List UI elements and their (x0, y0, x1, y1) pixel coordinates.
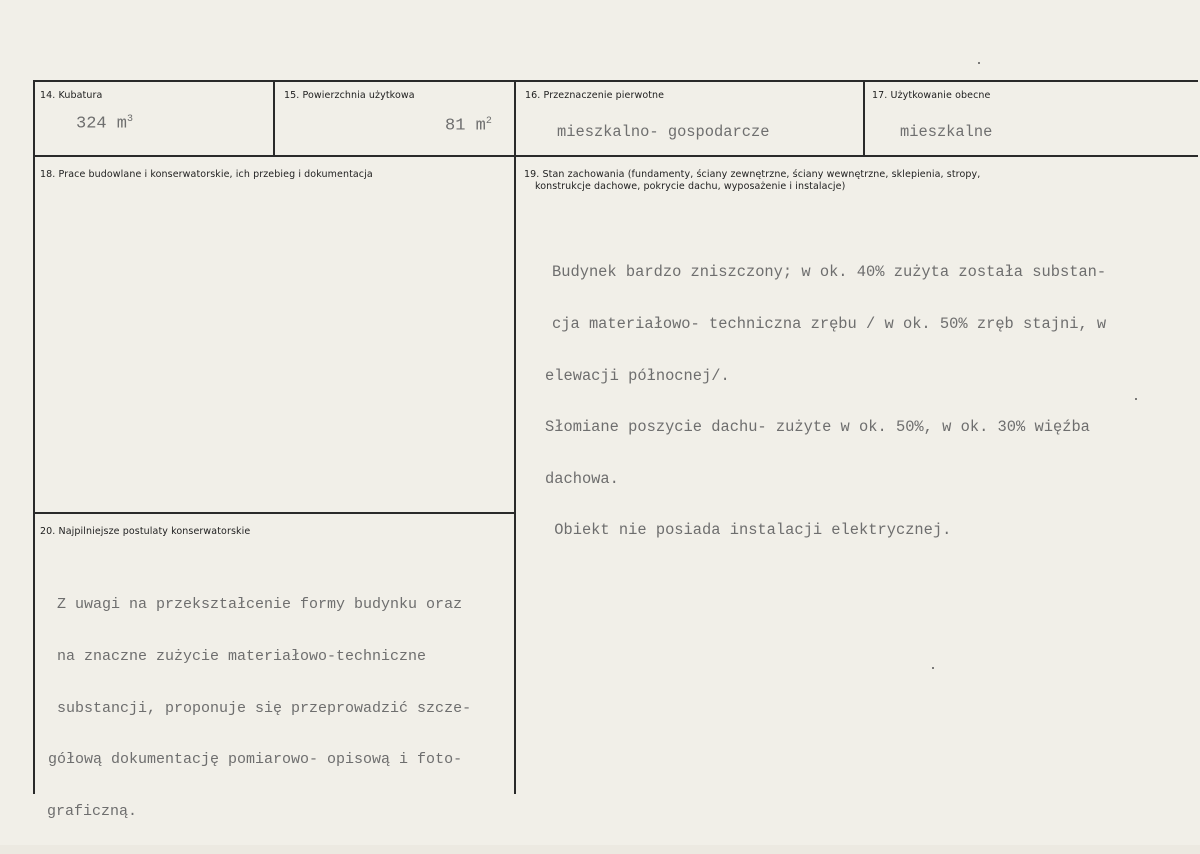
ink-speck (932, 667, 934, 669)
divider-16-17 (863, 80, 865, 157)
field-15-number: 81 m (445, 116, 486, 136)
field-20-line: graficzną. (47, 802, 138, 820)
section20-top-border (33, 512, 516, 514)
divider-14-15 (273, 80, 275, 157)
field-16-value: mieszkalno- gospodarcze (557, 123, 770, 141)
field-14-unit-exponent: 3 (127, 114, 134, 125)
divider-15-16 (514, 80, 516, 157)
field-20-line: Z uwagi na przekształcenie formy budynku oraz (57, 596, 463, 614)
field-20-text (47, 562, 471, 854)
field-18-label: 18. Prace budowlane i konserwatorskie, ich przebieg i dokumentacja (40, 169, 373, 180)
field-19-line: elewacji północnej/. (545, 366, 730, 385)
ink-speck (1135, 398, 1137, 400)
field-19-line: dachowa. (545, 469, 619, 488)
field-20-line: gółową dokumentację pomiarowo- opisową i foto- (48, 751, 463, 769)
field-19-text (545, 230, 1106, 574)
field-20-label: 20. Najpilniejsze postulaty konserwatorskie (40, 526, 251, 537)
field-19-line: Budynek bardzo zniszczony; w ok. 40% zużyta została substan- (552, 263, 1107, 282)
field-14-number: 324 m (76, 114, 128, 134)
field-19-line: cja materiałowo- techniczna zrębu / w ok. 50% zręb stajni, w (552, 315, 1107, 334)
field-16-label: 16. Przeznaczenie pierwotne (525, 90, 665, 101)
ink-speck (978, 62, 980, 64)
field-20-line: na znaczne zużycie materiałowo-techniczne (57, 648, 427, 666)
field-20-line: substancji, proponuje się przeprowadzić szcze- (57, 699, 472, 717)
left-border (33, 80, 35, 794)
field-19-label-line2: konstrukcje dachowe, pokrycie dachu, wyposażenie i instalacje) (535, 181, 846, 192)
field-15-value (445, 116, 492, 136)
center-vertical-divider (514, 155, 516, 794)
field-15-label: 15. Powierzchnia użytkowa (284, 90, 415, 101)
field-15-unit-exponent: 2 (485, 116, 492, 127)
field-17-value: mieszkalne (900, 123, 993, 141)
field-14-label: 14. Kubatura (40, 90, 103, 101)
field-19-label-line1: 19. Stan zachowania (fundamenty, ściany zewnętrzne, ściany wewnętrzne, sklepienia, stropy, (524, 169, 981, 180)
field-17-label: 17. Użytkowanie obecne (872, 90, 991, 101)
field-19-line: Słomiane poszycie dachu- zużyte w ok. 50%, w ok. 30% więźba (545, 418, 1090, 437)
row1-bottom-border (33, 155, 1198, 157)
field-14-value (76, 114, 133, 134)
field-19-line: Obiekt nie posiada instalacji elektrycznej. (545, 521, 952, 540)
top-border (33, 80, 1198, 82)
